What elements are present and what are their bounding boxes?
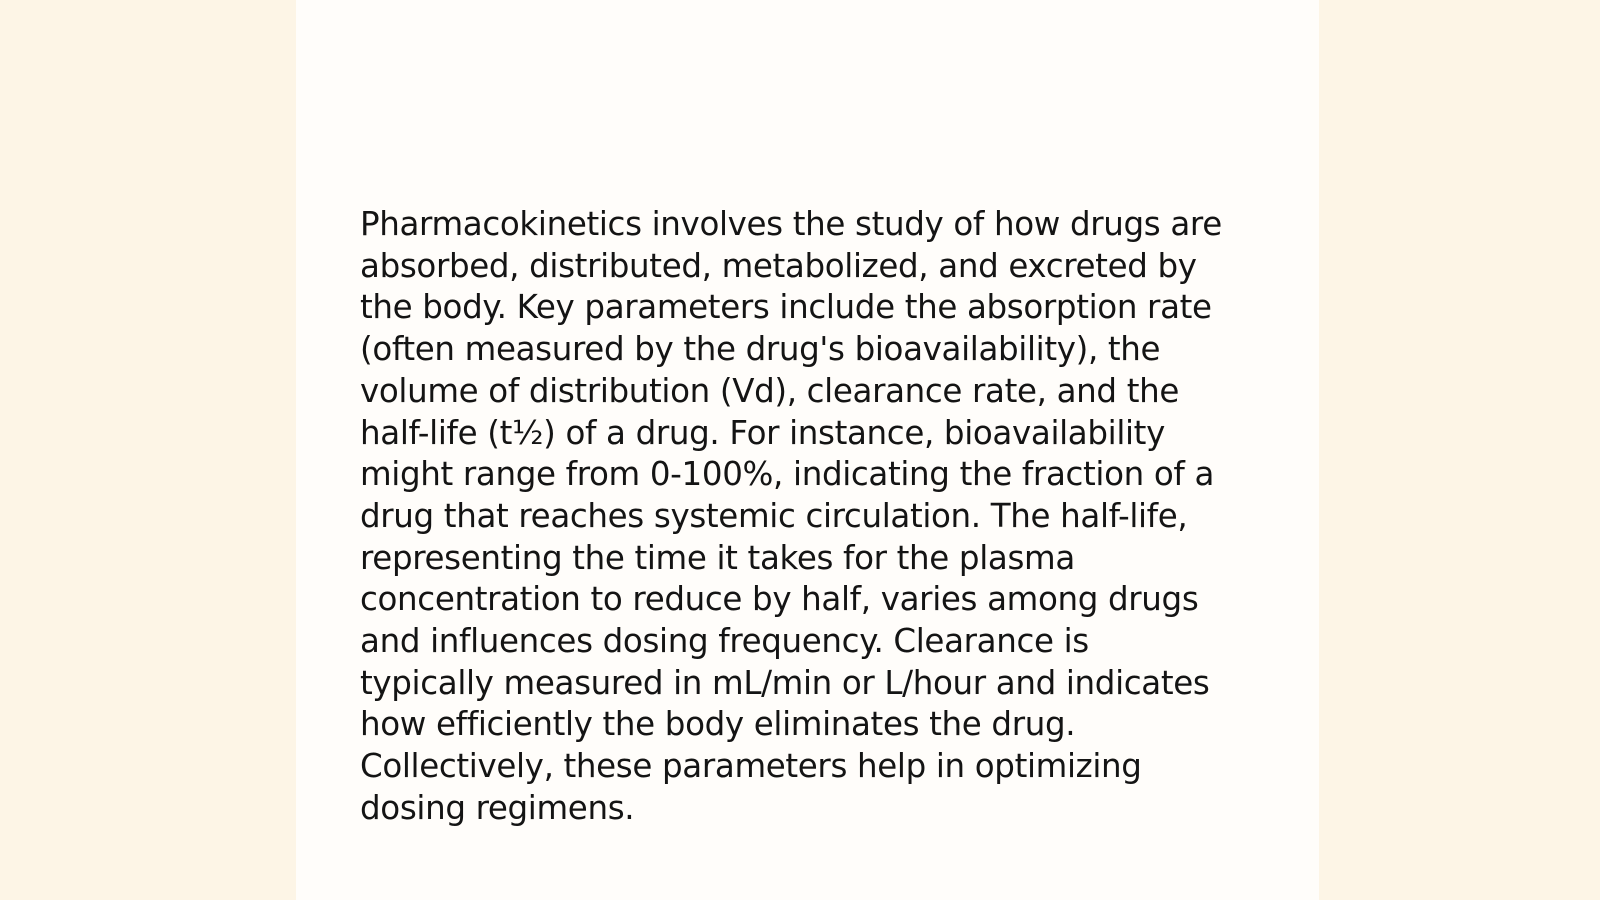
text-line: (often measured by the drug's bioavailability), the bbox=[360, 330, 1161, 369]
document-page bbox=[296, 0, 1319, 900]
text-line: volume of distribution (Vd), clearance rate, and the bbox=[360, 371, 1179, 410]
text-line: concentration to reduce by half, varies among drugs bbox=[360, 580, 1199, 619]
text-line: half-life (t½) of a drug. For instance, bioavailability bbox=[360, 413, 1165, 452]
text-line: drug that reaches systemic circulation. The half-life, bbox=[360, 496, 1188, 535]
text-line: how efficiently the body eliminates the drug. bbox=[360, 705, 1076, 744]
body-paragraph bbox=[360, 204, 1260, 830]
text-line: and influences dosing frequency. Clearance is bbox=[360, 622, 1089, 661]
text-line: the body. Key parameters include the absorption rate bbox=[360, 288, 1212, 327]
text-line: might range from 0-100%, indicating the fraction of a bbox=[360, 455, 1215, 494]
text-line: absorbed, distributed, metabolized, and excreted by bbox=[360, 246, 1197, 285]
text-line: Collectively, these parameters help in optimizing bbox=[360, 747, 1142, 786]
text-line: typically measured in mL/min or L/hour and indicates bbox=[360, 663, 1210, 702]
text-line: representing the time it takes for the plasma bbox=[360, 538, 1075, 577]
text-line: Pharmacokinetics involves the study of how drugs are bbox=[360, 205, 1222, 243]
text-line: dosing regimens. bbox=[360, 788, 635, 827]
